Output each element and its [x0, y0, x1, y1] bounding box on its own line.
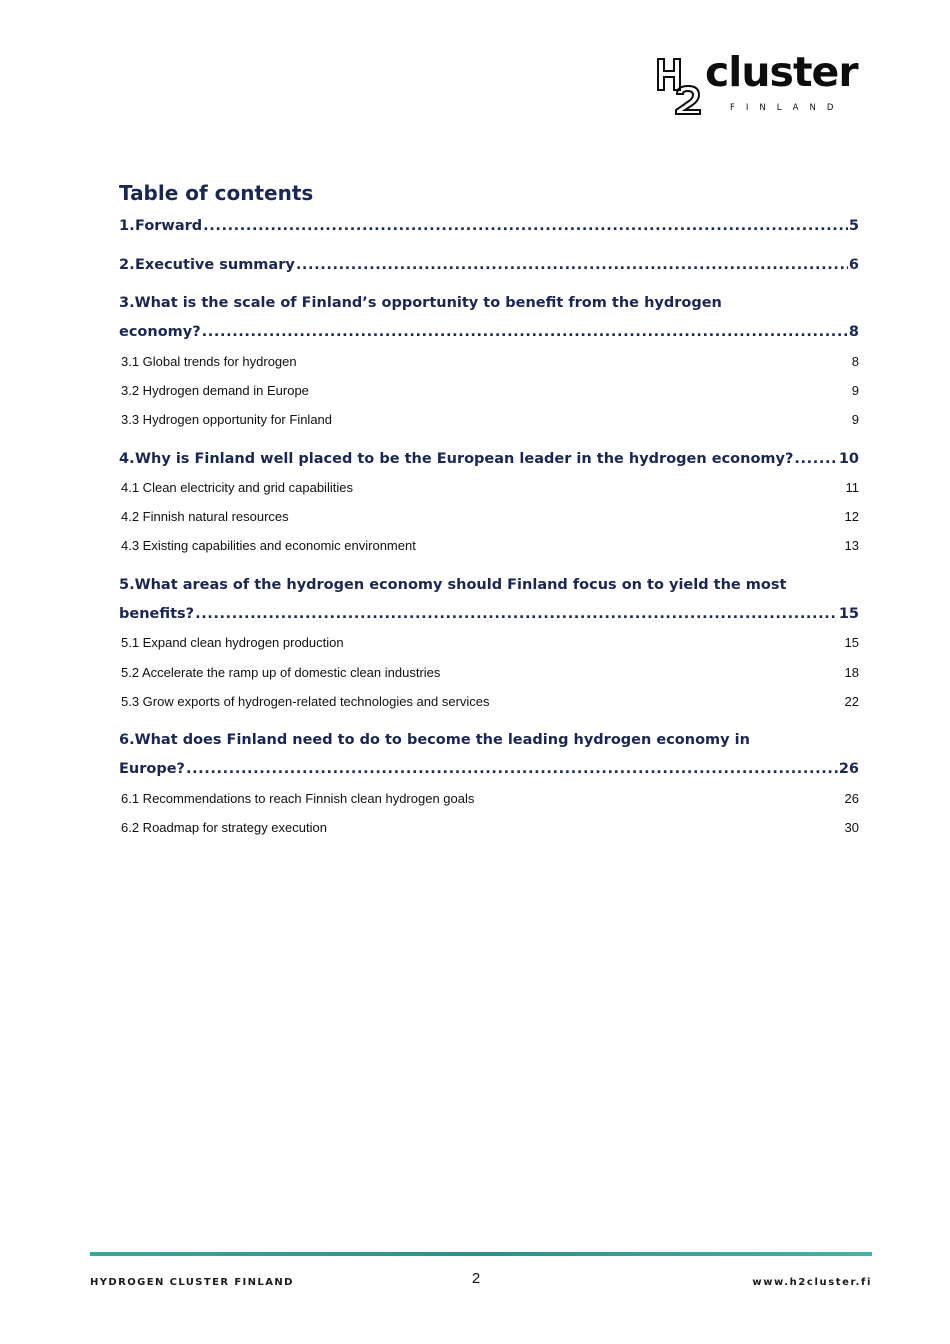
footer-website-link[interactable]: www.h2cluster.fi	[752, 1277, 872, 1288]
toc-subsection-page: 15	[844, 635, 859, 650]
toc-subsection-label: 4.1 Clean electricity and grid capabilities	[121, 480, 353, 495]
logo-wordmark: cluster	[705, 48, 858, 96]
toc-section-number: 4.	[119, 451, 135, 467]
toc-section-page: 26	[838, 761, 859, 777]
toc-subsection-page: 26	[844, 791, 859, 806]
toc-subsection-page: 13	[844, 538, 859, 553]
toc-subsection-label: 3.3 Hydrogen opportunity for Finland	[121, 412, 333, 427]
toc-subsection-label: 6.2 Roadmap for strategy execution	[121, 820, 327, 835]
toc-subsection-label: 6.1 Recommendations to reach Finnish clean hydrogen goals	[121, 791, 475, 806]
toc-section-page: 6	[848, 257, 859, 273]
toc-subsection-page: 8	[851, 354, 859, 369]
toc-subsection-label: 3.1 Global trends for hydrogen	[121, 354, 297, 369]
toc-leader-dots	[203, 216, 848, 236]
toc-leader-dots	[202, 322, 848, 342]
toc-subsection[interactable]	[119, 819, 859, 837]
toc-leader-dots	[296, 255, 848, 275]
toc-subsection-page: 30	[844, 820, 859, 835]
toc-subsection-label: 3.2 Hydrogen demand in Europe	[121, 383, 309, 398]
toc-subsection[interactable]	[119, 537, 859, 555]
toc-section-6[interactable]	[119, 730, 859, 750]
toc-section-title-line1: What does Finland need to do to become the leading hydrogen economy in	[134, 732, 750, 748]
toc-subsection[interactable]	[119, 479, 859, 497]
toc-subsection-page: 9	[851, 412, 859, 427]
toc-section-3[interactable]	[119, 293, 859, 313]
toc-section-page: 5	[848, 218, 859, 234]
h2-logo-icon	[655, 56, 705, 116]
toc-section-6-line2[interactable]	[119, 759, 859, 779]
toc-section-5-line2[interactable]	[119, 604, 859, 624]
toc-subsection-label: 5.3 Grow exports of hydrogen-related technologies and services	[121, 694, 490, 709]
toc-title: Table of contents	[119, 181, 314, 205]
toc-subsection-label: 4.2 Finnish natural resources	[121, 509, 289, 524]
toc-subsection[interactable]	[119, 411, 859, 429]
toc-leader-dots	[794, 449, 837, 469]
toc-section-1[interactable]	[119, 216, 859, 236]
toc-subsection[interactable]	[119, 693, 859, 711]
h2cluster-logo	[655, 48, 865, 118]
toc-leader-dots	[186, 759, 838, 779]
toc-section-title: Europe?	[119, 761, 185, 777]
toc-section-title: Executive summary	[135, 257, 295, 273]
toc-subsection[interactable]	[119, 790, 859, 808]
toc-subsection[interactable]	[119, 664, 859, 682]
toc-section-number: 1.	[119, 218, 135, 234]
toc-section-title: economy?	[119, 324, 201, 340]
toc-section-number: 2.	[119, 257, 135, 273]
toc-subsection-page: 12	[844, 509, 859, 524]
toc-section-5[interactable]	[119, 575, 859, 595]
toc-section-title: benefits?	[119, 606, 195, 622]
toc-subsection-label: 5.1 Expand clean hydrogen production	[121, 635, 344, 650]
toc-section-title: Why is Finland well placed to be the European leader in the hydrogen economy?	[135, 451, 794, 467]
toc-subsection-page: 11	[845, 480, 859, 495]
toc-subsection-page: 18	[844, 665, 859, 680]
page-number: 2	[471, 1270, 481, 1287]
toc-section-2[interactable]	[119, 255, 859, 275]
toc-section-title: Forward	[135, 218, 203, 234]
toc-section-title-line1: What areas of the hydrogen economy should Finland focus on to yield the most	[134, 577, 787, 593]
toc-subsection[interactable]	[119, 508, 859, 526]
logo-subtitle: FINLAND	[730, 103, 845, 113]
toc-subsection-page: 22	[844, 694, 859, 709]
toc-subsection-label: 5.2 Accelerate the ramp up of domestic clean industries	[121, 665, 441, 680]
footer-org-name: HYDROGEN CLUSTER FINLAND	[90, 1277, 294, 1288]
toc-section-3-line2[interactable]	[119, 322, 859, 342]
toc-section-title-line1: What is the scale of Finland’s opportunity to benefit from the hydrogen	[134, 295, 722, 311]
toc-section-number: 5.	[119, 577, 135, 593]
toc-subsection-page: 9	[851, 383, 859, 398]
toc-subsection-label: 4.3 Existing capabilities and economic environment	[121, 538, 416, 553]
toc-section-page: 15	[838, 606, 859, 622]
toc-section-number: 6.	[119, 732, 135, 748]
toc-section-page: 8	[848, 324, 859, 340]
footer-divider	[90, 1252, 872, 1256]
toc-subsection[interactable]	[119, 353, 859, 371]
toc-section-page: 10	[838, 451, 859, 467]
toc-section-number: 3.	[119, 295, 135, 311]
toc-subsection[interactable]	[119, 634, 859, 652]
toc-subsection[interactable]	[119, 382, 859, 400]
toc-section-4[interactable]	[119, 449, 859, 469]
toc-leader-dots	[195, 604, 838, 624]
